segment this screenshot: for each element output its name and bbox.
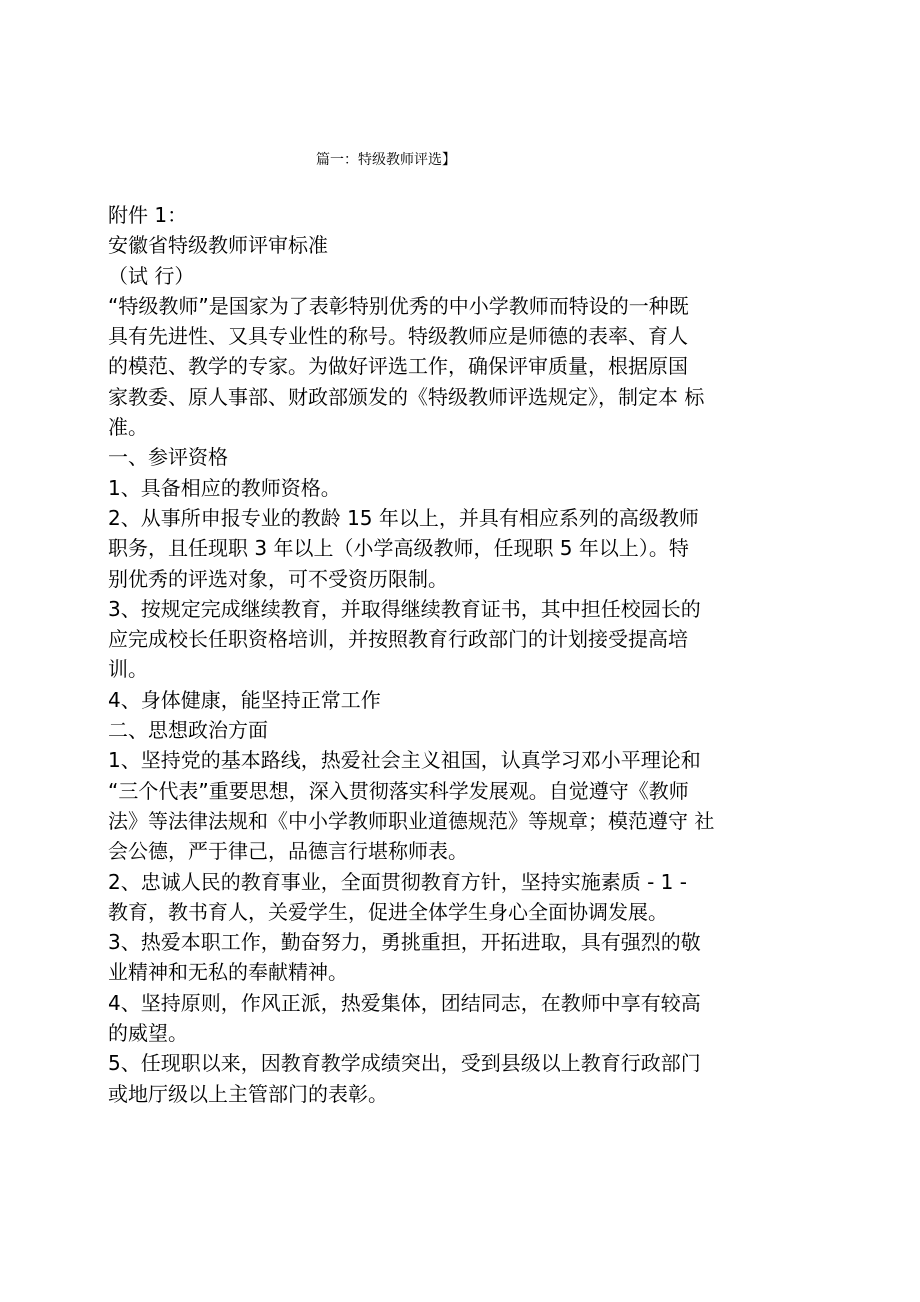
text-line: 1、具备相应的教师资格。 xyxy=(108,475,341,500)
document-body xyxy=(108,200,808,1109)
text-line: 5、任现职以来，因教育教学成绩突出，受到县级以上教育行政部门 xyxy=(108,1051,701,1076)
text-line: 法》等法律法规和《中小学教师职业道德规范》等规章；模范遵守 社 xyxy=(108,808,715,833)
text-line: （试 行） xyxy=(108,263,195,288)
text-line: 2、从事所申报专业的教龄 15 年以上，并具有相应系列的高级教师 xyxy=(108,505,699,530)
text-line: 3、热爱本职工作，勤奋努力，勇挑重担，开拓进取，具有强烈的敬 xyxy=(108,930,701,955)
text-line: 二、思想政治方面 xyxy=(108,718,268,743)
text-line: 或地厅级以上主管部门的表彰。 xyxy=(108,1081,388,1106)
text-line: 准。 xyxy=(108,415,148,440)
text-line: 附件 1： xyxy=(108,203,188,227)
text-line: 的威望。 xyxy=(108,1021,188,1046)
text-line: “特级教师”是国家为了表彰特别优秀的中小学教师而特设的一种既 xyxy=(108,293,689,318)
text-line: 的模范、教学的专家。为做好评选工作，确保评审质量，根据原国 xyxy=(108,354,688,379)
text-line: 1、坚持党的基本路线，热爱社会主义祖国，认真学习邓小平理论和 xyxy=(108,748,701,773)
text-line: 4、坚持原则，作风正派，热爱集体，团结同志，在教师中享有较高 xyxy=(108,990,701,1015)
text-line: “三个代表”重要思想，深入贯彻落实科学发展观。自觉遵守《教师 xyxy=(108,778,689,803)
text-line: 教育，教书育人，关爱学生，促进全体学生身心全面协调发展。 xyxy=(108,899,668,924)
text-line: 3、按规定完成继续教育，并取得继续教育证书，其中担任校园长的 xyxy=(108,596,701,621)
text-line: 家教委、原人事部、财政部颁发的《特级教师评选规定》，制定本 标 xyxy=(108,384,705,409)
text-line: 具有先进性、又具专业性的称号。特级教师应是师德的表率、育人 xyxy=(108,324,688,349)
text-line: 一、参评资格 xyxy=(108,445,228,470)
text-line: 训。 xyxy=(108,657,148,682)
text-line: 安徽省特级教师评审标准 xyxy=(108,233,328,258)
text-line: 2、忠诚人民的教育事业，全面贯彻教育方针，坚持实施素质 - 1 - xyxy=(108,869,687,894)
text-line: 别优秀的评选对象，可不受资历限制。 xyxy=(108,566,448,591)
text-line: 业精神和无私的奉献精神。 xyxy=(108,960,348,985)
running-title: 篇一：特级教师评选】 xyxy=(316,152,456,168)
text-line: 会公德，严于律己，品德言行堪称师表。 xyxy=(108,839,468,864)
text-line: 4、身体健康，能坚持正常工作 xyxy=(108,687,381,712)
text-line: 应完成校长任职资格培训，并按照教育行政部门的计划接受提高培 xyxy=(108,627,688,652)
text-line: 职务，且任现职 3 年以上（小学高级教师，任现职 5 年以上）。特 xyxy=(108,536,689,561)
